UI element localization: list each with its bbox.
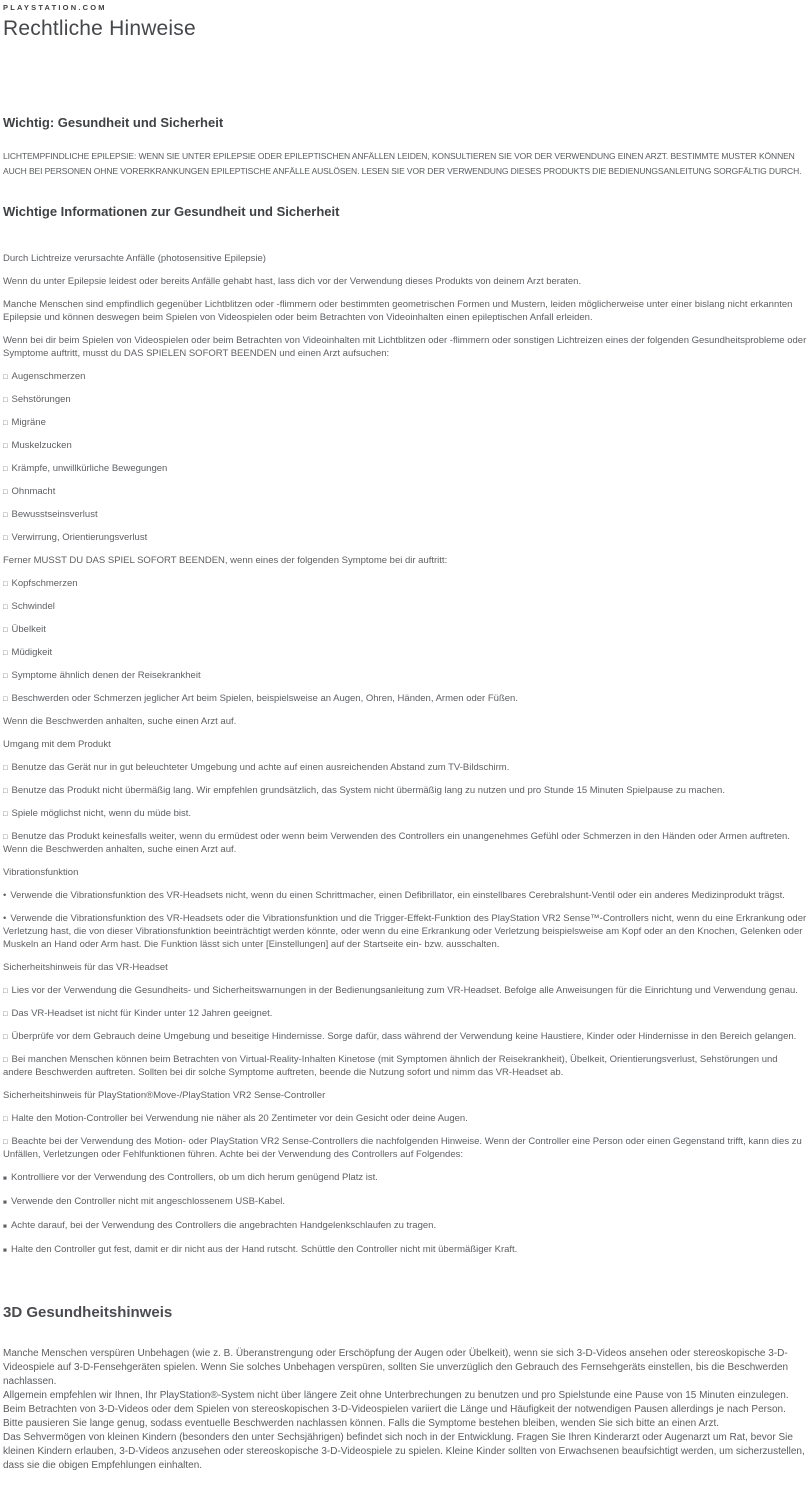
list-item-text: Halte den Controller gut fest, damit er dir nicht aus der Hand rutscht. Schüttle den Controller nicht mit übermäßiger Kraft. bbox=[10, 1244, 518, 1255]
open-square-bullet-icon: □ bbox=[3, 694, 8, 703]
list-item bbox=[3, 889, 808, 902]
paragraph: Wenn du unter Epilepsie leidest oder bereits Anfälle gehabt hast, lass dich vor der Verwendung dieses Produkts von deinem Arzt beraten. bbox=[3, 276, 582, 287]
list-item bbox=[3, 577, 808, 590]
list-item-text: Halte den Motion-Controller bei Verwendung nie näher als 20 Zentimeter vor dein Gesicht oder deine Augen. bbox=[11, 1113, 468, 1124]
list-item bbox=[3, 646, 808, 659]
legal-content bbox=[3, 114, 808, 1473]
list-item bbox=[3, 531, 808, 544]
list-item-text: Benutze das Gerät nur in gut beleuchteter Umgebung und achte auf einen ausreichenden Abstand zum TV-Bildschirm. bbox=[11, 762, 510, 773]
list-item bbox=[3, 1219, 808, 1233]
paragraph: Wenn bei dir beim Spielen von Videospielen oder beim Betrachten von Videoinhalten mit Lichtblitzen oder -flimmern oder sonstigen Lichtreizen eines der folgenden Gesundheitsprobleme oder Symptome auftritt, musst du DAS SPIELEN SOFORT BEENDEN und einen Arzt aufsuchen: bbox=[3, 335, 807, 359]
paragraph: Sicherheitshinweis für PlayStation®Move-/PlayStation VR2 Sense-Controller bbox=[3, 1090, 326, 1101]
open-square-bullet-icon: □ bbox=[3, 1137, 8, 1146]
page-header bbox=[3, 3, 808, 42]
open-square-bullet-icon: □ bbox=[3, 1114, 8, 1123]
list-item bbox=[3, 393, 808, 406]
list-item bbox=[3, 485, 808, 498]
list-item bbox=[3, 1195, 808, 1209]
warning-paragraph: LICHTEMPFINDLICHE EPILEPSIE: WENN SIE UNTER EPILEPSIE ODER EPILEPTISCHEN ANFÄLLEN LEIDEN, KONSULTIEREN SIE VOR DER VERWENDUNG EINEN ARZT. BESTIMMTE MUSTER KÖNNEN AUCH BEI PERSONEN OHNE VORERKRANKUNGEN EPILEPTISCHE ANFÄLLE AUSLÖSEN. LESEN SIE VOR DER VERWENDUNG DIESES PRODUKTS DIE BEDIENUNGSANLEITUNG SORGFÄLTIG DURCH. bbox=[3, 151, 802, 176]
list-item-text: Verwende die Vibrationsfunktion des VR-Headsets oder die Vibrationsfunktion und die Trigger-Effekt-Funktion des PlayStation VR2 Sense™-Controllers nicht, wenn du eine Erkrankung oder Verletzung hast, die von dieser Vibrationsfunktion beeinträchtigt werden könnte, oder wenn du eine Erkrankung oder Verletzung beispielsweise am Kopf oder an den Knochen, Gelenken oder Muskeln an Hand oder Arm hast. Die Funktion lässt sich unter [Einstellungen] auf der Startseite ein- bzw. ausschalten. bbox=[3, 913, 807, 950]
page-title: Rechtliche Hinweise bbox=[3, 17, 196, 40]
list-item-text: Schwindel bbox=[11, 601, 55, 612]
section-heading: Wichtig: Gesundheit und Sicherheit bbox=[3, 115, 224, 130]
open-square-bullet-icon: □ bbox=[3, 832, 8, 841]
list-item bbox=[3, 1112, 808, 1125]
open-square-bullet-icon: □ bbox=[3, 464, 8, 473]
list-item bbox=[3, 370, 808, 383]
list-item bbox=[3, 912, 808, 951]
list-item-text: Beschwerden oder Schmerzen jeglicher Art beim Spielen, beispielsweise an Augen, Ohren, Händen, Armen oder Füßen. bbox=[11, 693, 518, 704]
open-square-bullet-icon: □ bbox=[3, 372, 8, 381]
list-item bbox=[3, 600, 808, 613]
list-item-text: Bewusstseinsverlust bbox=[11, 509, 98, 520]
list-item bbox=[3, 807, 808, 820]
open-square-bullet-icon: □ bbox=[3, 510, 8, 519]
list-item-text: Benutze das Produkt keinesfalls weiter, wenn du ermüdest oder wenn beim Verwenden des Controllers ein unangenehmes Gefühl oder Schmerzen in den Händen oder Armen auftreten. Wenn die Beschwerden anhalten, suche einen Arzt auf. bbox=[3, 831, 790, 855]
paragraph: Sicherheitshinweis für das VR-Headset bbox=[3, 962, 168, 973]
site-label: PLAYSTATION.COM bbox=[3, 3, 107, 12]
list-item bbox=[3, 984, 808, 997]
filled-square-bullet-icon: ■ bbox=[3, 1247, 7, 1254]
list-item-text: Benutze das Produkt nicht übermäßig lang. Wir empfehlen grundsätzlich, das System nicht übermäßig lang zu nutzen und pro Stunde 15 Minuten Spielpause zu machen. bbox=[11, 785, 725, 796]
list-item-text: Muskelzucken bbox=[11, 440, 72, 451]
list-item bbox=[3, 669, 808, 682]
paragraph: Umgang mit dem Produkt bbox=[3, 739, 111, 750]
list-item-text: Sehstörungen bbox=[11, 394, 71, 405]
open-square-bullet-icon: □ bbox=[3, 418, 8, 427]
open-square-bullet-icon: □ bbox=[3, 579, 8, 588]
list-item-text: Verwende den Controller nicht mit angeschlossenem USB-Kabel. bbox=[10, 1196, 285, 1207]
list-item-text: Übelkeit bbox=[11, 624, 46, 635]
dot-bullet-icon: • bbox=[3, 913, 7, 924]
list-item-text: Ohnmacht bbox=[11, 486, 56, 497]
list-item bbox=[3, 1030, 808, 1043]
open-square-bullet-icon: □ bbox=[3, 648, 8, 657]
open-square-bullet-icon: □ bbox=[3, 671, 8, 680]
list-item-text: Spiele möglichst nicht, wenn du müde bist. bbox=[11, 808, 192, 819]
list-item bbox=[3, 692, 808, 705]
list-item-text: Müdigkeit bbox=[11, 647, 53, 658]
list-item-text: Überprüfe vor dem Gebrauch deine Umgebung und beseitige Hindernisse. Sorge dafür, dass während der Verwendung keine Haustiere, Kinder oder Hindernisse in den Bereich gelangen. bbox=[11, 1031, 797, 1042]
list-item bbox=[3, 416, 808, 429]
open-square-bullet-icon: □ bbox=[3, 763, 8, 772]
list-item bbox=[3, 761, 808, 774]
list-item bbox=[3, 439, 808, 452]
list-item bbox=[3, 1135, 808, 1161]
list-item bbox=[3, 1053, 808, 1079]
open-square-bullet-icon: □ bbox=[3, 441, 8, 450]
list-item-text: Migräne bbox=[11, 417, 46, 428]
filled-square-bullet-icon: ■ bbox=[3, 1175, 7, 1182]
list-item-text: Symptome ähnlich denen der Reisekrankheit bbox=[11, 670, 201, 681]
list-item bbox=[3, 784, 808, 797]
open-square-bullet-icon: □ bbox=[3, 986, 8, 995]
open-square-bullet-icon: □ bbox=[3, 1009, 8, 1018]
list-item bbox=[3, 830, 808, 856]
open-square-bullet-icon: □ bbox=[3, 487, 8, 496]
list-item bbox=[3, 1007, 808, 1020]
list-item-text: Krämpfe, unwillkürliche Bewegungen bbox=[11, 463, 168, 474]
paragraph: Manche Menschen sind empfindlich gegenüber Lichtblitzen oder -flimmern oder bestimmten geometrischen Formen und Mustern, leiden möglicherweise unter einer bislang nicht erkannten Epilepsie und können deswegen beim Spielen von Videospielen oder beim Betrachten von Videoinhalten einen epileptischen Anfall erleiden. bbox=[3, 299, 793, 323]
paragraph: Ferner MUSST DU DAS SPIEL SOFORT BEENDEN, wenn eines der folgenden Symptome bei dir auftritt: bbox=[3, 555, 448, 566]
list-item bbox=[3, 623, 808, 636]
paragraph: Wenn die Beschwerden anhalten, suche einen Arzt auf. bbox=[3, 716, 237, 727]
list-item-text: Kopfschmerzen bbox=[11, 578, 78, 589]
dot-bullet-icon: • bbox=[3, 890, 7, 901]
section-heading-large: 3D Gesundheitshinweis bbox=[3, 1304, 173, 1321]
list-item-text: Augenschmerzen bbox=[11, 371, 86, 382]
list-item-text: Das VR-Headset ist nicht für Kinder unter 12 Jahren geeignet. bbox=[11, 1008, 273, 1019]
list-item-text: Verwirrung, Orientierungsverlust bbox=[11, 532, 148, 543]
section-heading: Wichtige Informationen zur Gesundheit und Sicherheit bbox=[3, 204, 340, 219]
paragraph: Manche Menschen verspüren Unbehagen (wie z. B. Überanstrengung oder Erschöpfung der Augen oder Übelkeit), wenn sie sich 3-D-Videos ansehen oder stereoskopische 3-D-Videospiele auf 3-D-Fensehgeräten spielen. Wenn Sie solches Unbehagen verspüren, sollten Sie unverzüglich den Gebrauch des Fernsehgeräts einstellen, bis die Beschwerden nachlassen. bbox=[3, 1348, 789, 1387]
list-item bbox=[3, 1171, 808, 1185]
list-item bbox=[3, 462, 808, 475]
list-item bbox=[3, 508, 808, 521]
open-square-bullet-icon: □ bbox=[3, 786, 8, 795]
list-item-text: Kontrolliere vor der Verwendung des Controllers, ob um dich herum genügend Platz ist. bbox=[10, 1172, 378, 1183]
open-square-bullet-icon: □ bbox=[3, 1032, 8, 1041]
list-item-text: Achte darauf, bei der Verwendung des Controllers die angebrachten Handgelenkschlaufen zu tragen. bbox=[10, 1220, 437, 1231]
paragraph: Durch Lichtreize verursachte Anfälle (photosensitive Epilepsie) bbox=[3, 253, 266, 264]
open-square-bullet-icon: □ bbox=[3, 602, 8, 611]
paragraph: Allgemein empfehlen wir Ihnen, Ihr PlayStation®-System nicht über längere Zeit ohne Unterbrechungen zu benutzen und pro Spielstunde eine Pause von 15 Minuten einzulegen. Beim Betrachten von 3-D-Videos oder dem Spielen von stereoskopischen 3-D-Videospielen variiert die Länge und Häufigkeit der notwendigen Pausen allerdings je nach Person. Bitte pausieren Sie lange genug, sodass eventuelle Beschwerden nachlassen können. Falls die Symptome bestehen bleiben, wenden Sie sich bitte an einen Arzt. bbox=[3, 1390, 789, 1429]
open-square-bullet-icon: □ bbox=[3, 533, 8, 542]
list-item-text: Beachte bei der Verwendung des Motion- oder PlayStation VR2 Sense-Controllers die nachfolgenden Hinweise. Wenn der Controller eine Person oder einen Gegenstand trifft, kann dies zu Unfällen, Verletzungen oder Fehlfunktionen führen. Achte bei der Verwendung des Controllers auf Folgendes: bbox=[3, 1136, 802, 1160]
paragraph: Das Sehvermögen von kleinen Kindern (besonders den unter Sechsjährigen) befindet sich noch in der Entwicklung. Fragen Sie Ihren Kinderarzt oder Augenarzt um Rat, bevor Sie kleinen Kindern erlauben, 3-D-Videos anzusehen oder stereoskopische 3-D-Videospiele zu spielen. Kleine Kinder sollten von Erwachsenen beaufsichtigt werden, um sicherzustellen, dass sie die obigen Empfehlungen einhalten. bbox=[3, 1432, 805, 1471]
list-item-text: Verwende die Vibrationsfunktion des VR-Headsets nicht, wenn du einen Schrittmacher, einen Defibrillator, ein einstellbares Cerebralshunt-Ventil oder ein anderes Medizinprodukt trägst. bbox=[10, 890, 785, 901]
open-square-bullet-icon: □ bbox=[3, 625, 8, 634]
paragraph: Vibrationsfunktion bbox=[3, 867, 79, 878]
list-item bbox=[3, 1243, 808, 1257]
filled-square-bullet-icon: ■ bbox=[3, 1199, 7, 1206]
list-item-text: Lies vor der Verwendung die Gesundheits- und Sicherheitswarnungen in der Bedienungsanleitung zum VR-Headset. Befolge alle Anweisungen für die Einrichtung und Verwendung genau. bbox=[11, 985, 798, 996]
open-square-bullet-icon: □ bbox=[3, 395, 8, 404]
open-square-bullet-icon: □ bbox=[3, 809, 8, 818]
open-square-bullet-icon: □ bbox=[3, 1055, 8, 1064]
list-item-text: Bei manchen Menschen können beim Betrachten von Virtual-Reality-Inhalten Kinetose (mit Symptomen ähnlich der Reisekrankheit), Übelkeit, Orientierungsverlust, Sehstörungen und andere Beschwerden auftreten. Sollten bei dir solche Symptome auftreten, beende die Nutzung sofort und nimm das VR-Headset ab. bbox=[3, 1054, 778, 1078]
filled-square-bullet-icon: ■ bbox=[3, 1223, 7, 1230]
